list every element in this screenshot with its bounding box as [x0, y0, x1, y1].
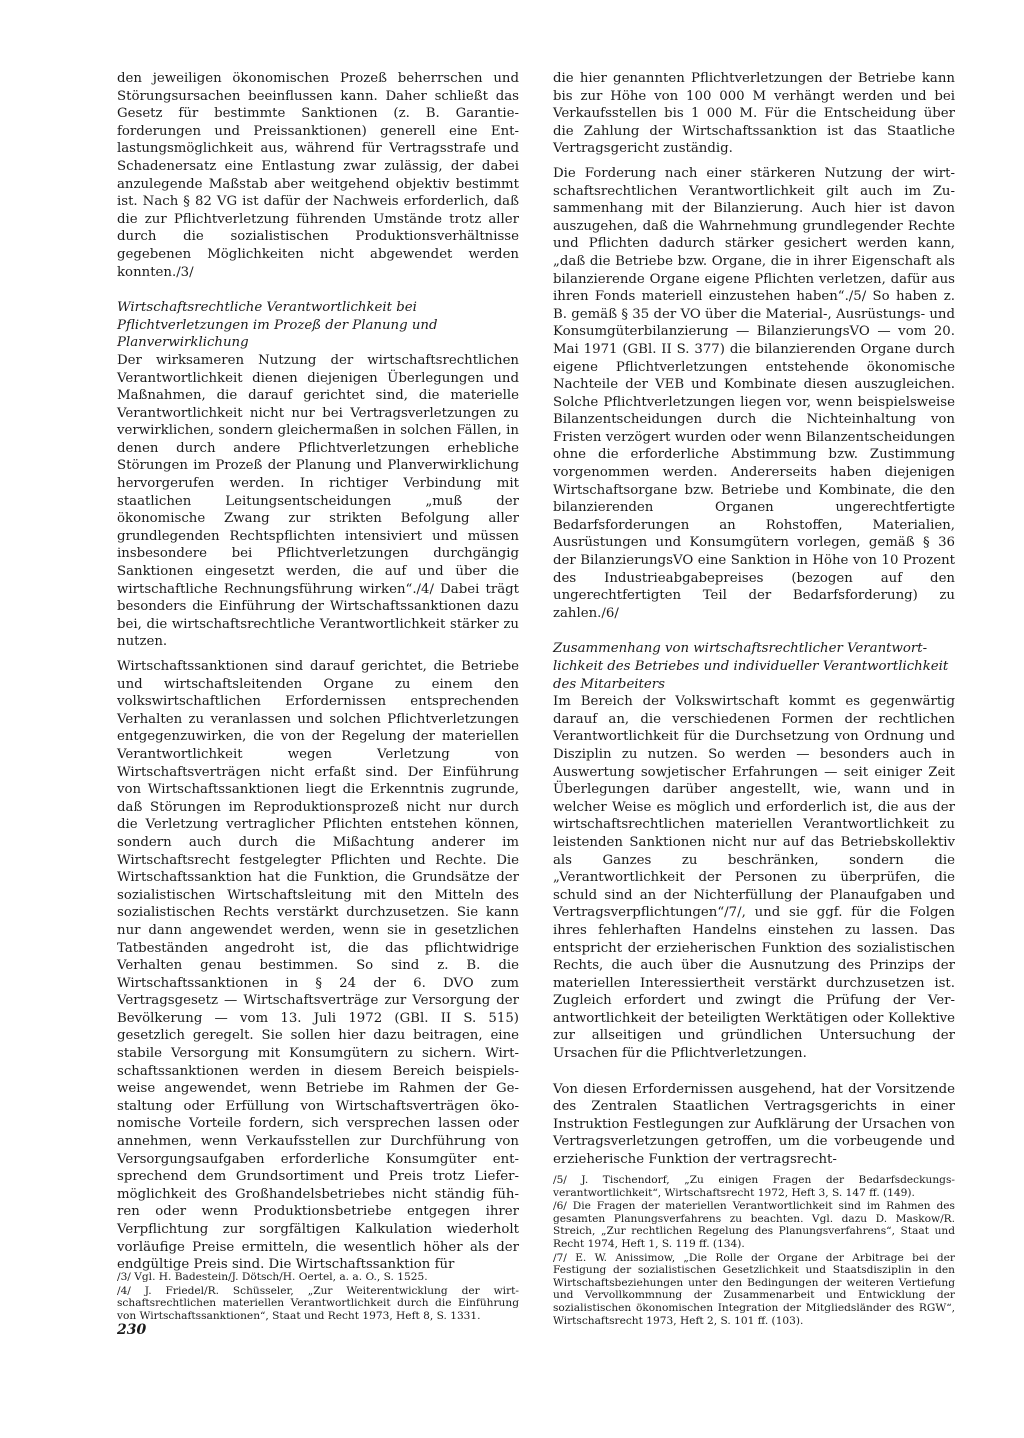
footnote: /6/ Die Fragen der materiellen Verantwortlichkeit sind im Rahmen des gesamten Planungsverfahrens zu beachten. Vgl. dazu D. Maskow/R. Streich, „Zur rechtlichen Regelung des Planungsverfahrens“, Staat und Recht 1974, Heft 1, S. 119 ff. (134). [553, 1200, 955, 1250]
left-column [117, 70, 519, 1274]
paragraph: die hier genannten Pflichtverletzungen der Betriebe kann bis zur Höhe von 100 000 M verhängt werden und bei Verkaufsstellen bis 1 000 M. Für die Entscheidung über die Zahlung der Wirtschaftssanktion ist das Staatliche Vertragsgericht zuständig. [553, 71, 955, 157]
right-column [553, 70, 955, 1169]
footnote: /3/ Vgl. H. Badestein/J. Dötsch/H. Oertel, a. a. O., S. 1525. [117, 1271, 428, 1283]
paragraph: Wirtschaftssanktionen sind darauf gerichtet, die Betriebe und wirtschaftsleitenden Organe zu einem den volkswirtschaftlichen Erfordernissen entsprechenden Verhalten zu veranlassen und solchen Pflichtverletzungen entgegenzuwirken, die von der Regelung der materiellen Verantwortlichkeit wegen Verletzung von Wirtschaftsverträgen nicht erfaßt sind. Der Einführung von Wirtschaftssanktionen liegt die Erkenntnis zugrunde, daß Störungen im Reproduktionsprozeß nicht nur durch die Verletzung vertraglicher Pflichten entstehen können, sondern auch durch die Mißachtung anderer im Wirtschaftsrecht festgelegter Pflichten und Rechte. Die Wirtschaftssanktion hat die Funktion, die Grundsätze der sozialistischen Wirtschaftsleitung mit den Mitteln des sozialistischen Rechts verstärkt durchzusetzen. Sie kann nur dann angewendet werden, wenn sie in gesetzlichen Tatbeständen angedroht ist, die das pflichtwidrige Verhalten genau bestimmen. So sind z. B. die Wirtschaftssanktionen in § 24 der 6. DVO zum Vertragsgesetz — Wirtschaftsverträge zur Versorgung der Bevölkerung — vom 13. Juli 1972 (GBl. II S. 515) gesetzlich geregelt. Sie sollen hier dazu beitragen, eine stabile Versorgung mit Konsumgütern zu sichern. Wirtschaftssanktionen werden in diesem Bereich beispielsweise angewendet, wenn Betriebe im Rahmen der Gestaltung oder Erfüllung von Wirtschaftsverträgen ökonomische Vorteile fordern, sich versprechen lassen oder annehmen, wenn Verkaufsstellen zur Durchführung von Versorgungsaufgaben erforderliche Konsumgüter entsprechend dem Grundsortiment und Preis trotz Liefermöglichkeit des Großhandelsbetriebes nicht ständig führen oder wenn Produktionsbetriebe entgegen ihrer Verpflichtung zur sorgfältigen Kalkulation wiederholt vorläufige Preise ermitteln, die wesentlich höher als der endgültige Preis sind. Die Wirtschaftssanktion für [117, 659, 519, 1273]
footnotes-left [117, 1271, 519, 1322]
section-heading: Zusammenhang von wirtschaftsrechtlicher Verantwortlichkeit des Betriebes und individueller Verantwortlichkeit des Mitarbeiters [553, 641, 949, 692]
footnote: /5/ J. Tischendorf, „Zu einigen Fragen der Bedarfsdeckungsverantwortlichkeit“, Wirtschaftsrecht 1972, Heft 3, S. 147 ff. (149). [553, 1174, 955, 1199]
page-number: 230 [117, 1322, 147, 1338]
paragraph: Die Forderung nach einer stärkeren Nutzung der wirtschaftsrechtlichen Verantwortlichkeit gilt auch im Zusammenhang mit der Bilanzierung. Auch hier ist davon auszugehen, daß die Wahrnehmung grundlegender Rechte und Pflichten dadurch stärker gesichert werden kann, „daß die Betriebe bzw. Organe, die in ihrer Eigenschaft als bilanzierende Organe eigene Pflichten verletzen, dafür aus ihren Fonds materiell einzustehen haben“./5/ So haben z. B. gemäß § 35 der VO über die Material-, Ausrüstungs- und Konsumgüterbilanzierung — BilanzierungsVO — vom 20. Mai 1971 (GBl. II S. 377) die bilanzierenden Organe durch eigene Pflichtverletzungen entstehende ökonomische Nachteile der VEB und Kombinate diesen auszugleichen. Solche Pflichtverletzungen liegen vor, wenn beispielsweise Bilanzentscheidungen durch die Nichteinhaltung von Fristen verzögert wurden oder wenn Bilanzentscheidungen ohne die erforderliche Abstimmung bzw. Zustimmung vorgenommen werden. Andererseits haben diejenigen Wirtschaftsorgane bzw. Betriebe und Kombinate, die den bilanzierenden Organen ungerechtfertigte Bedarfsforderungen an Rohstoffen, Materialien, Ausrüstungen und Konsumgütern vorlegen, gemäß § 36 der BilanzierungsVO eine Sanktion in Höhe von 10 Prozent des Industrieabgabepreises (bezogen auf den ungerechtfertigten Teil der Bedarfsforderung) zu zahlen./6/ [553, 165, 955, 621]
paragraph: Der wirksameren Nutzung der wirtschaftsrechtlichen Verantwortlichkeit dienen diejenigen Überlegungen und Maßnahmen, die darauf gerichtet sind, die materielle Verantwortlichkeit nicht nur bei Vertragsverletzungen zu verwirklichen, sondern gleichermaßen in solchen Fällen, in denen durch andere Pflichtverletzungen erhebliche Störungen im Prozeß der Planung und Planverwirklichung hervorgerufen werden. In richtiger Verbindung mit staatlichen Leitungsentscheidungen „muß der ökonomische Zwang zur strikten Befolgung aller grundlegenden Rechtspflichten intensiviert und müssen insbesondere bei Pflichtverletzungen durchgängig Sanktionen eingesetzt werden, die auf und über die wirtschaftliche Rechnungsführung wirken“./4/ Dabei trägt besonders die Einführung der Wirtschaftssanktionen dazu bei, die wirtschaftsrechtliche Verantwortlichkeit stärker zu nutzen. [117, 352, 519, 650]
paragraph: den jeweiligen ökonomischen Prozeß beherrschen und Störungsursachen beeinflussen kann. Daher schließt das Gesetz für bestimmte Sanktionen (z. B. Garantieforderungen und Preissanktionen) generell eine Entlastungsmöglichkeit aus, während für Vertragsstrafe und Schadenersatz eine Entlastung zwar zulässig, der dabei anzulegende Maßstab aber weitgehend objektiv bestimmt ist. Nach § 82 VG ist dafür der Nachweis erforderlich, daß die zur Pflichtverletzung führenden Umstände trotz aller durch die sozialistischen Produktionsverhältnisse gegebenen Möglichkeiten nicht abgewendet werden konnten./3/ [117, 71, 519, 280]
paragraph: Im Bereich der Volkswirtschaft kommt es gegenwärtig darauf an, die verschiedenen Formen der rechtlichen Verantwortlichkeit für die Durchsetzung von Ordnung und Disziplin zu nutzen. So werden — besonders auch in Auswertung sowjetischer Erfahrungen — seit einiger Zeit Überlegungen darüber angestellt, wie, wann und in welcher Weise es möglich und erforderlich ist, die aus der wirtschaftsrechtlichen materiellen Verantwortlichkeit zu leistenden Sanktionen nicht nur auf das Betriebskollektiv als Ganzes zu beschränken, sondern die „Verantwortlichkeit der Personen zu überprüfen, die schuld sind an der Nichterfüllung der Planaufgaben und Vertragsverpflichtungen“/7/, und sie ggf. für die Folgen ihres fehlerhaften Handelns einstehen zu lassen. Das entspricht der erzieherischen Funktion des sozialistischen Rechts, die auch über die Ausnutzung des Prinzips der materiellen Interessiertheit verstärkt durchzusetzen ist. Zugleich erfordert und zwingt die Prüfung der Verantwortlichkeit der beteiligten Werktätigen oder Kollektive zur allseitigen und gründlichen Untersuchung der Ursachen für die Pflichtverletzungen. [553, 694, 955, 1062]
paragraph: Von diesen Erfordernissen ausgehend, hat der Vorsitzende des Zentralen Staatlichen Vertragsgerichts in einer Instruktion Festlegungen zur Aufklärung der Ursachen von Vertragsverletzungen getroffen, um die vorbeugende und erzieherische Funktion der vertragsrecht- [553, 1081, 955, 1168]
section-heading: Wirtschaftsrechtliche Verantwortlichkeit bei Pflichtverletzungen im Prozeß der Planung und Planverwirklichung [117, 300, 438, 351]
footnote: /4/ J. Friedel/R. Schüsseler, „Zur Weiterentwicklung der wirtschaftsrechtlichen materiellen Verantwortlichkeit durch die Einführung von Wirtschaftssanktionen“, Staat und Recht 1973, Heft 8, S. 1331. [117, 1284, 519, 1322]
footnote: /7/ E. W. Anissimow, „Die Rolle der Organe der Arbitrage bei der Festigung der sozialistischen Gesetzlichkeit und Staatsdisziplin in den Wirtschaftsbeziehungen unter den Bedingungen der weiteren Vertiefung und Vervollkommnung der Zusammenarbeit und Entwicklung der sozialistischen ökonomischen Integration der Mitgliedsländer des RGW“, Wirtschaftsrecht 1973, Heft 2, S. 101 ff. (103). [553, 1251, 955, 1327]
footnotes-right [553, 1174, 955, 1327]
